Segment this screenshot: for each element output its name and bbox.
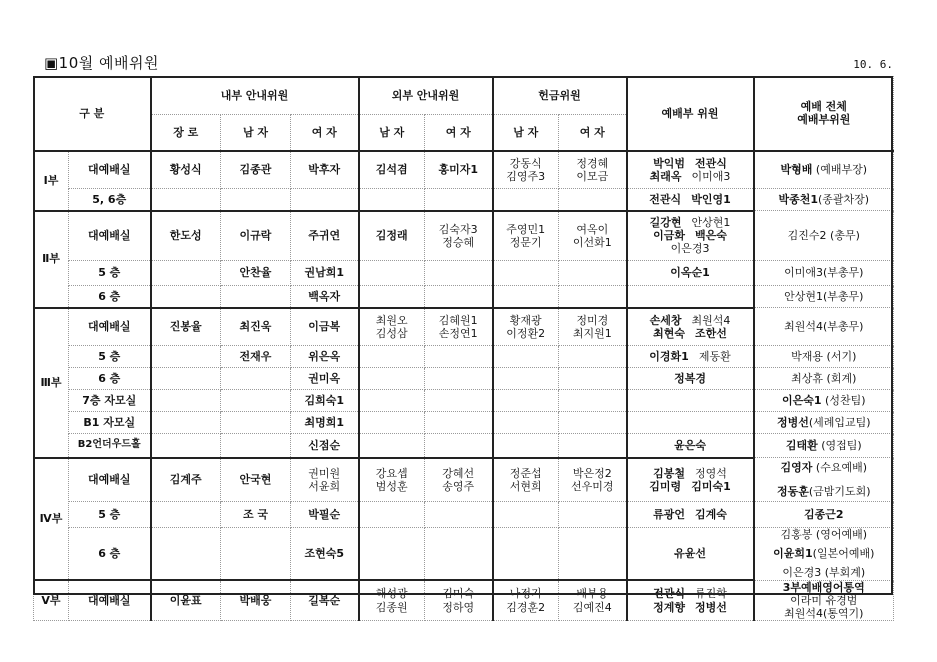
all-member: 김태환 (영접팀) (754, 434, 894, 458)
inner-female-cell: 백옥자 (291, 286, 359, 308)
worship-cell: 전관식 박인영1 (627, 189, 754, 211)
outer-male-cell: 김정래 (359, 211, 425, 261)
inner-female-cell: 길복순 (291, 580, 359, 621)
worship-cell: 손세창 최원석4 최현숙 조한선 (627, 308, 754, 346)
worship-cell: 이경화1 제동환 (627, 346, 754, 368)
offering-male-cell: 강동식 김영주3 (493, 151, 559, 189)
worship-cell: 길강현 안상현1 이금화 백은숙 이은경3 (627, 211, 754, 261)
offering-female-cell: 배부용 김예진4 (559, 580, 627, 621)
all-member: 김진수2 (총무) (754, 211, 894, 261)
date-label: 10. 6. (853, 58, 893, 71)
outer-female-cell: 김미숙 정하영 (425, 580, 493, 621)
page-title: ▣10월 예배위원 (44, 54, 159, 72)
all-member: 최상휴 (회계) (754, 368, 894, 390)
part-label: Ⅴ부 (34, 580, 69, 621)
all-member: 박종천1(종괄차장) (754, 189, 894, 211)
offering-male-cell: 나정기 김경훈2 (493, 580, 559, 621)
offering-male-cell: 황재광 이정환2 (493, 308, 559, 346)
inner-female-cell: 이금복 (291, 308, 359, 346)
location-cell: 7층 자모실 (69, 390, 151, 412)
location-cell: B1 자모실 (69, 412, 151, 434)
inner-female-cell: 박후자 (291, 151, 359, 189)
worship-cell: 류광언 김계숙 (627, 502, 754, 528)
header-outer: 외부 안내위원 (359, 77, 493, 115)
all-member: 안상현1(부총무) (754, 286, 894, 308)
outer-female-cell: 강혜선 송영주 (425, 458, 493, 502)
header-inner-female: 여 자 (291, 115, 359, 151)
outer-male-cell: 최원오 김성삼 (359, 308, 425, 346)
worship-cell: 윤은숙 (627, 434, 754, 458)
header-offering-female: 여 자 (559, 115, 627, 151)
inner-female-cell: 김희숙1 (291, 390, 359, 412)
worship-cell: 정복경 (627, 368, 754, 390)
offering-female-cell: 여옥이 이선화1 (559, 211, 627, 261)
header-inner-male: 남 자 (221, 115, 291, 151)
offering-male-cell: 정준섭 서현희 (493, 458, 559, 502)
header-offering: 헌금위원 (493, 77, 627, 115)
header-outer-female: 여 자 (425, 115, 493, 151)
all-member: 최원석4(부총무) (754, 308, 894, 346)
inner-male-cell: 김종관 (221, 151, 291, 189)
all-member: 이은숙1 (성찬팀) (754, 390, 894, 412)
part-label: Ⅰ부 (34, 151, 69, 211)
outer-female-cell: 김숙자3 정승혜 (425, 211, 493, 261)
header-elder: 장 로 (151, 115, 221, 151)
worship-cell: 전관식 류진학 정계향 정병선 (627, 580, 754, 621)
inner-male-cell: 최진욱 (221, 308, 291, 346)
location-cell: 대예배실 (69, 458, 151, 502)
all-member: 이미애3(부총무) (754, 261, 894, 286)
header-outer-male: 남 자 (359, 115, 425, 151)
worship-cell: 김봉철 정영석 김미령 김미숙1 (627, 458, 754, 502)
outer-male-cell: 김석겸 (359, 151, 425, 189)
header-all: 예배 전체 예배부위원 (754, 77, 894, 151)
header-offering-male: 남 자 (493, 115, 559, 151)
inner-female-cell: 위은옥 (291, 346, 359, 368)
inner-female-cell: 권남희1 (291, 261, 359, 286)
inner-male-cell: 전재우 (221, 346, 291, 368)
outer-male-cell: 강요셉 범성훈 (359, 458, 425, 502)
offering-female-cell: 정미경 최지원1 (559, 308, 627, 346)
header-inner: 내부 안내위원 (151, 77, 359, 115)
inner-female-cell: 신점순 (291, 434, 359, 458)
inner-male-cell: 이규락 (221, 211, 291, 261)
offering-male-cell: 주영민1 정문기 (493, 211, 559, 261)
all-member: 정병선(세례입교팀) (754, 412, 894, 434)
outer-female-cell: 홍미자1 (425, 151, 493, 189)
location-cell: 6 층 (69, 286, 151, 308)
location-cell: 5 층 (69, 346, 151, 368)
all-member: 김영자 (수요예배) 정동훈(금밤기도회) (754, 458, 894, 502)
offering-female-cell: 정경혜 이모금 (559, 151, 627, 189)
part-label: Ⅳ부 (34, 458, 69, 581)
all-member: 김종근2 (754, 502, 894, 528)
location-cell: 6 층 (69, 368, 151, 390)
all-member: 김홍봉 (영어예배) 이윤희1(일본어예배) 이은경3 (부회계) (754, 528, 894, 581)
inner-female-cell: 권미원 서윤희 (291, 458, 359, 502)
elder-cell: 황성식 (151, 151, 221, 189)
outer-male-cell: 해성광 김종원 (359, 580, 425, 621)
worship-cell: 유윤선 (627, 528, 754, 581)
all-member: 박재용 (서기) (754, 346, 894, 368)
location-cell: 대예배실 (69, 308, 151, 346)
all-member: 박형배 (예배부장) (754, 151, 894, 189)
inner-male-cell: 박배웅 (221, 580, 291, 621)
worship-cell: 이옥순1 (627, 261, 754, 286)
location-cell: 대예배실 (69, 151, 151, 189)
header-worship: 예배부 위원 (627, 77, 754, 151)
location-cell: 대예배실 (69, 211, 151, 261)
inner-female-cell: 최명희1 (291, 412, 359, 434)
offering-female-cell: 박은정2 선우미경 (559, 458, 627, 502)
header-gubun: 구 분 (34, 77, 151, 151)
schedule-table (33, 76, 894, 621)
inner-male-cell: 조 국 (221, 502, 291, 528)
part-label: Ⅱ부 (34, 211, 69, 308)
location-cell: 5 층 (69, 502, 151, 528)
elder-cell: 한도성 (151, 211, 221, 261)
location-cell: B2언더우드홀 (69, 434, 151, 458)
elder-cell: 김계주 (151, 458, 221, 502)
inner-female-cell: 주귀연 (291, 211, 359, 261)
outer-female-cell: 김혜원1 손정연1 (425, 308, 493, 346)
location-cell: 5, 6층 (69, 189, 151, 211)
all-member-interpret: 3부예배영어통역 이라미 유경범 최원석4(통역기) (754, 580, 894, 621)
location-cell: 6 층 (69, 528, 151, 581)
elder-cell: 이윤표 (151, 580, 221, 621)
part-label: Ⅲ부 (34, 308, 69, 458)
inner-female-cell: 조현숙5 (291, 528, 359, 581)
inner-female-cell: 박필순 (291, 502, 359, 528)
location-cell: 5 층 (69, 261, 151, 286)
worship-cell: 박익범 전관식 최래옥 이미애3 (627, 151, 754, 189)
location-cell: 대예배실 (69, 580, 151, 621)
inner-male-cell: 안찬율 (221, 261, 291, 286)
inner-male-cell: 안국현 (221, 458, 291, 502)
inner-female-cell: 권미옥 (291, 368, 359, 390)
elder-cell: 진봉율 (151, 308, 221, 346)
